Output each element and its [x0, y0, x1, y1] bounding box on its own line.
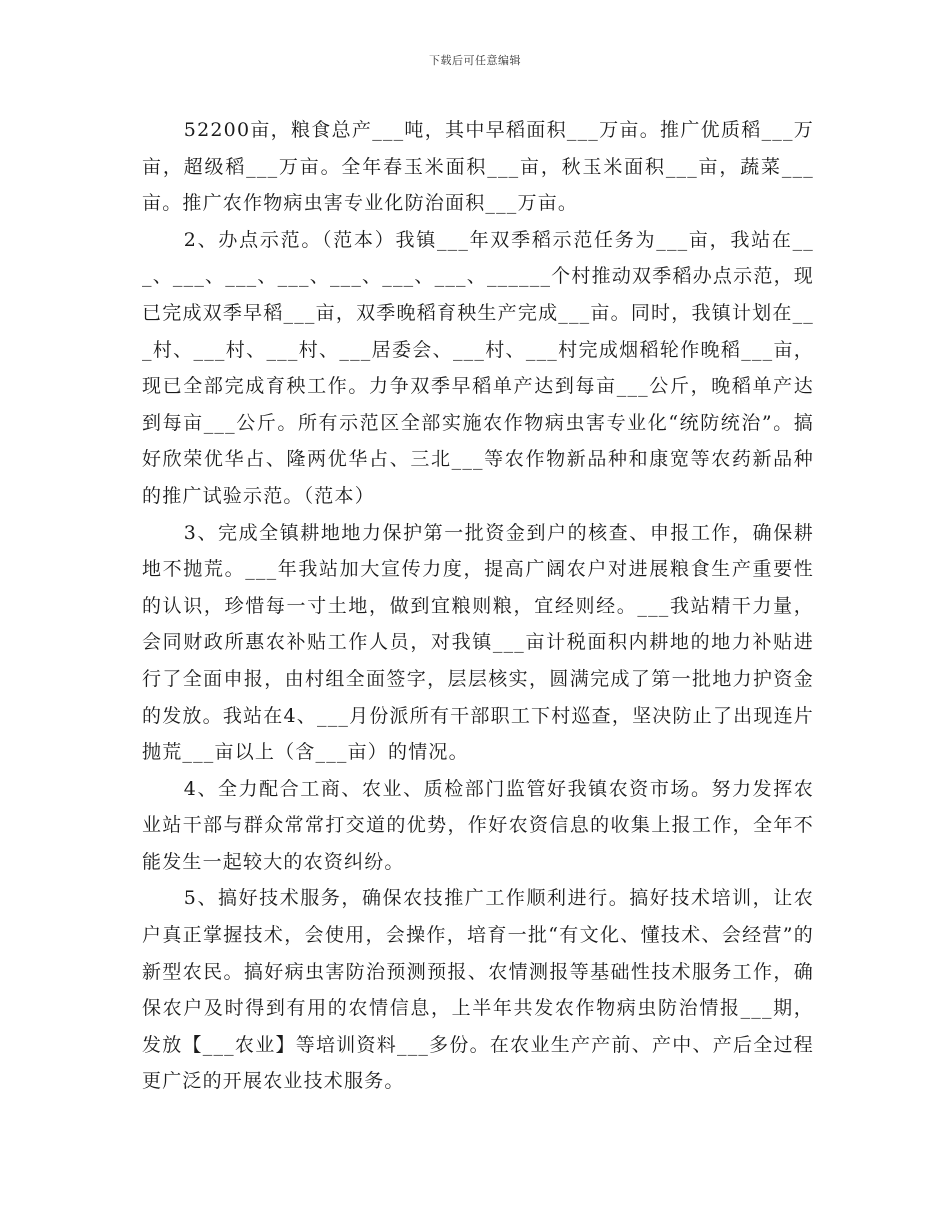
document-body — [142, 112, 814, 1100]
paragraph-grain-output: 52200亩，粮食总产___吨，其中早稻面积___万亩。推广优质稻___万亩，超级稻___万亩。全年春玉米面积___亩，秋玉米面积___亩，蔬菜___亩。推广农作物病虫害专业化防治面积___万亩。 — [142, 119, 814, 215]
paragraph-market-supervision: 4、全力配合工商、农业、质检部门监管好我镇农资市场。努力发挥农业站干部与群众常常打交道的优势，作好农资信息的收集上报工作，全年不能发生一起较大的农资纠纷。 — [142, 777, 814, 873]
paragraph-farmland-protection: 3、完成全镇耕地地力保护第一批资金到户的核查、申报工作，确保耕地不抛荒。___年我站加大宣传力度，提高广阔农户对进展粮食生产重要性的认识，珍惜每一寸土地，做到宜粮则粮，宜经则经。___我站精干力量，会同财政所惠农补贴工作人员，对我镇___亩计税面积内耕地的地力补贴进行了全面申报，由村组全面签字，层层核实，圆满完成了第一批地力护资金的发放。我站在4、___月份派所有干部职工下村巡查，坚决防止了出现连片抛荒___亩以上（含___亩）的情况。 — [142, 521, 814, 764]
page-header: 下载后可任意编辑 — [429, 54, 521, 67]
paragraph-demonstration: 2、办点示范。（范本）我镇___年双季稻示范任务为___亩，我站在___、___、___、___、___、___、___、______个村推动双季稻办点示范，现已完成双季早稻___亩，双季晚稻育秧生产完成___亩。同时，我镇计划在___村、___村、___村、___居委会、___村、___村完成烟稻轮作晚稻___亩，现已全部完成育秧工作。力争双季早稻单产达到每亩___公斤，晚稻单产达到每亩___公斤。所有示范区全部实施农作物病虫害专业化“统防统治”。搞好欣荣优华占、隆两优华占、三北___等农作物新品种和康宽等农药新品种的推广试验示范。（范本） — [142, 228, 814, 507]
paragraph-technical-service: 5、搞好技术服务，确保农技推广工作顺利进行。搞好技术培训，让农户真正掌握技术，会使用，会操作，培育一批“有文化、懂技术、会经营”的新型农民。搞好病虫害防治预测预报、农情测报等基础性技术服务工作，确保农户及时得到有用的农情信息，上半年共发农作物病虫防治情报___期，发放【___农业】等培训资料___多份。在农业生产产前、产中、产后全过程更广泛的开展农业技术服务。 — [142, 887, 814, 1093]
